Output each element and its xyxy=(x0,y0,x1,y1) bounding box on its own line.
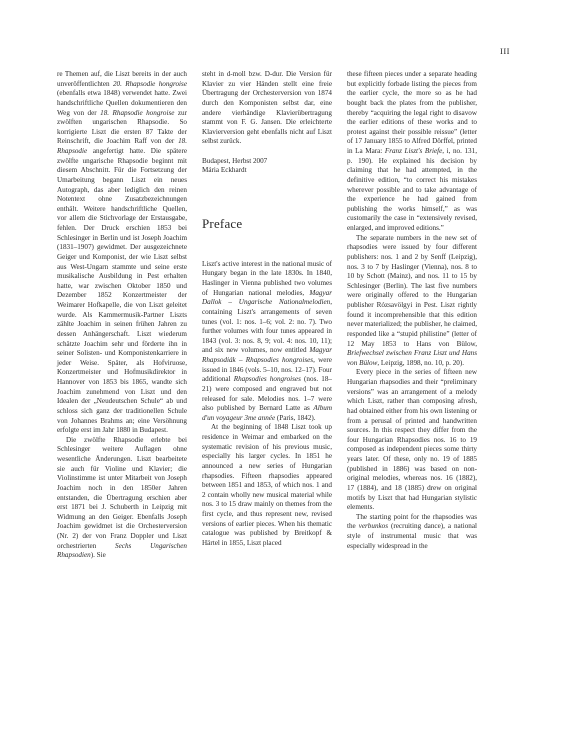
paragraph: steht in d-moll bzw. D-dur. Die Version für Klavier zu vier Händen stellt eine freie Übertragung der Orchesterversion von 1874 durch den Komponisten selbst dar, eine andere vierhändige Klavierübertragung stammt von F. G. Jansen. Die erleichterte Klavierversion geht ebenfalls nicht auf Liszt selbst zurück. xyxy=(202,70,332,146)
italic-title: 18. Rhapsodie xyxy=(57,137,187,155)
paragraph: Liszt's active interest in the national music of Hungary began in the late 1830s. In 1840, Haslinger in Vienna published two volumes of Hungarian national melodies, Magyar Dallok – Ungarische Nationalmelodien, containing Liszt's arrangements of seven tunes (vol. 1: nos. 1–6; vol. 2: no. 7). Two further volumes with four tunes appeared in 1843 (vol. 3: nos. 8, 9; vol. 4: nos. 10, 11); and six new volumes, now entitled Magyar Rhapsodiák – Rhapsodies hongroises, were issued in 1846 (vols. 5–10, nos. 12–17). Four additional Rhapsodies hongroises (nos. 18–21) were composed and engraved but not released for sale. Melodies nos. 1–7 were also published by Bernard Latte as Album d'un voyageur 3me année (Paris, 1842). xyxy=(202,259,332,422)
signoff-author: Mária Eckhardt xyxy=(202,166,247,175)
paragraph: Every piece in the series of fifteen new Hungarian rhapsodies and their “preliminary versions” was an arrangement of a melody which Liszt, rather than composing afresh, had obtained either from his own listening or from a perusal of printed and handwritten sources. In this respect they differ from the four Hungarian Rhapsodies nos. 16 to 19 composed as independent pieces some thirty years later. Of these, only no. 19 of 1885 (published in 1886) was based on non-original melodies, whereas nos. 16 (1882), 17 (1884), and 18 (1885) drew on original motifs by Liszt that had Hungarian stylistic elements. xyxy=(347,368,477,512)
text-column-3 xyxy=(347,70,477,551)
paragraph: The separate numbers in the new set of rhapsodies were issued by four different publishers: nos. 1 and 2 by Senff (Leipzig), nos. 3 to 7 by Haslinger (Vienna), nos. 8 to 10 by Schott (Mainz), and nos. 11 to 15 by Schlesinger (Berlin). The last five numbers were originally offered to the Hungarian publisher Rózsavölgyi in Pest. Liszt rightly found it incomprehensible that this edition never materialized; the publisher, he claimed, responded like a “stupid philistine” (letter of 12 May 1853 to Hans von Bülow, Briefwechsel zwischen Franz Liszt und Hans von Bülow, Leipzig, 1898, no. 10, p. 20). xyxy=(347,233,477,367)
italic-title: 18. Rhapsodie hongroise xyxy=(100,108,175,117)
italic-title: Briefwechsel zwischen Franz Liszt und Hans von Bülow xyxy=(347,349,477,367)
italic-title: verbunkos xyxy=(358,522,389,531)
italic-title: Rhapsodies hongroises xyxy=(233,375,301,384)
italic-title: Franz Liszt's Briefe xyxy=(384,147,443,155)
paragraph: these fifteen pieces under a separate heading but explicitly forbade listing the pieces from the earlier cycle, the more so as he had bought back the plates from the publisher, thereby “acquiring the legal right to disavow the earlier editions of these works and to protest against their possible reissue” (letter of 17 January 1855 to Alfred Dörffel, printed in La Mara: Franz Liszt's Briefe, i, no. 131, p. 190). He explained his decision by claiming that he had attempted, in the definitive edition, “to correct his mistakes wherever possible and to take advantage of the experience he had gained from publishing the works himself,” as was customarily the case in “extensively revised, enlarged, and improved editions.” xyxy=(347,70,477,232)
paragraph: The starting point for the rhapsodies was the verbunkos (recruiting dance), a national style of instrumental music that was especially widespread in the xyxy=(347,512,477,550)
italic-title: Magyar Dallok – Ungarische Nationalmelodien xyxy=(202,288,332,307)
paragraph: re Themen auf, die Liszt bereits in der auch unveröffentlichten 20. Rhapsodie hongroise (ebenfalls etwa 1848) verwendet hatte. Zwei handschriftliche Quellen dokumentieren den Weg von der 18. Rhapsodie hongroise zur zwölften ungarischen Rhapsodie. So korrigierte Liszt die ersten 87 Takte der Reinschrift, die Joachim Raff von der 18. Rhapsodie angefertigt hatte. Die spätere zwölfte ungarische Rhapsodie beginnt mit diesem Abschnitt. Für die Fortsetzung der Umarbeitung begann Liszt ein neues Autograph, das aber lediglich den reinen Notentext ohne Zusatzbezeichnungen enthält. Weitere handschriftliche Quellen, vor allem die Stichvorlage der Erstausgabe, fehlen. Der Druck erschien 1853 bei Schlesinger in Berlin und ist Joseph Joachim (1831–1907) gewidmet. Der ausgezeichnete Geiger und Komponist, der wie Liszt selbst aus West-Ungarn stammte und seine erste musikalische Ausbildung in Pest erhalten hatte, war zwischen Oktober 1850 und Dezember 1852 Konzertmeister der Weimarer Hofkapelle, die von Liszt geleitet wurde. Als Kammermusik-Partner Liszts zählte Joachim in seinen frühen Jahren zu dessen Anhängerschaft. Liszt wiederum schätzte Joachim sehr und förderte ihn in seiner Solisten- und Komponistenkarriere in jeder Weise. Später, als Hofviruose, Konzertmeister und Hofmusikdirektor in Hannover von 1853 bis 1865, wandte sich Joachim zunehmend von Liszt und den Idealen der „Neudeutschen Schule“ ab und schloss sich ganz der traditionellen Schule von Johannes Brahms an; eine Versöhnung erfolgte erst im Jahr 1880 in Budapest. xyxy=(57,70,187,435)
italic-title: Magyar Rhapsodiák – Rhapsodies hongroises xyxy=(202,346,332,365)
text-column-2 xyxy=(202,70,332,549)
signoff-place: Budapest, Herbst 2007 xyxy=(202,156,268,165)
paragraph: Die zwölfte Rhapsodie erlebte bei Schlesinger weitere Auflagen ohne wesentliche Änderungen. Liszt bearbeitete sie auch für Violine und Klavier; die Violinstimme ist unter Mitarbeit von Joseph Joachim noch in den 1850er Jahren entstanden, die Übertragung erschien aber erst 1871 bei J. Schuberth in Leipzig mit Widmung an den Geiger. Ebenfalls Joseph Joachim gewidmet ist die Orchesterversion (Nr. 2) der von Franz Doppler und Liszt orchestrierten Sechs Ungarischen Rhapsodien). Sie xyxy=(57,435,187,560)
paragraph: At the beginning of 1848 Liszt took up residence in Weimar and embarked on the systematic revision of his previous music, especially his larger cycles. In 1851 he announced a new series of Hungarian rhapsodies. Fifteen rhapsodies appeared between 1851 and 1853, of which nos. 1 and 2 contain wholly new musical material while nos. 3 to 15 draw mainly on themes from the first cycle, and thus represent new, revised versions of earlier pieces. When his thematic catalogue was published by Breitkopf & Härtel in 1855, Liszt placed xyxy=(202,423,332,547)
italic-title: Sechs Ungarischen Rhapsodien xyxy=(57,541,187,560)
italic-title: Album d'un voyageur 3me année xyxy=(202,404,332,422)
page-number: III xyxy=(500,46,510,56)
text-column-1 xyxy=(57,70,187,561)
section-title: Preface xyxy=(202,215,243,231)
italic-title: 20. Rhapsodie hongroise xyxy=(112,79,187,88)
